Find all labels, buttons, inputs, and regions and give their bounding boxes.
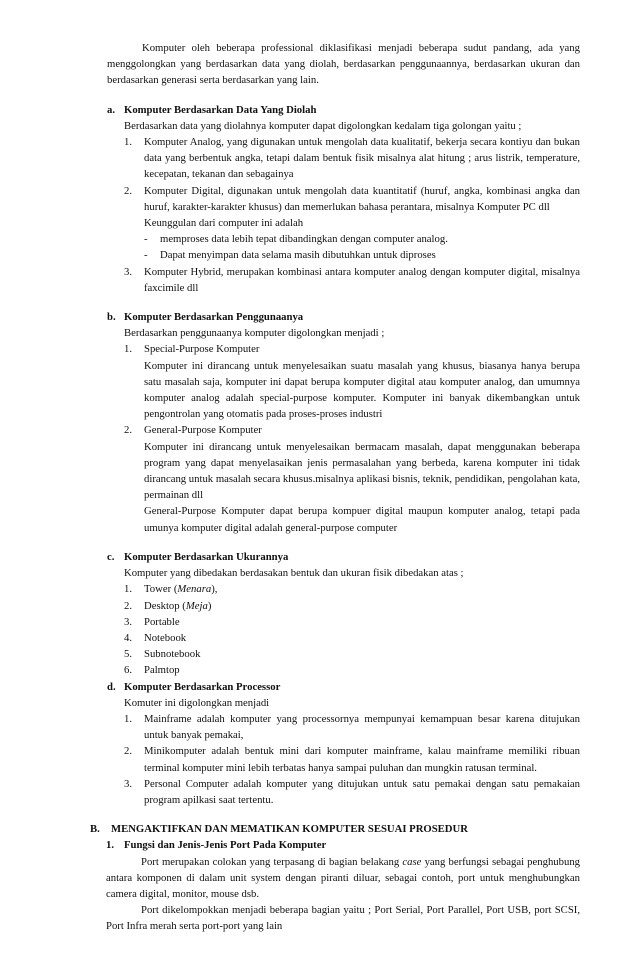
list-item: 3. Portable — [124, 615, 180, 628]
section-d — [107, 679, 580, 809]
port-paragraph-2: Port dikelompokkan menjadi beberapa bagian yaitu ; Port Serial, Port Parallel, Port USB, port SCSI, Port Infra merah serta port-port yang lain — [106, 904, 580, 933]
list-item-body: General-Purpose Komputer dapat berupa kompuer digital maupun komputer analog, tetapi pada umunya komputer digital adalah general-purpose computer — [144, 505, 580, 534]
section-a-heading — [107, 102, 580, 118]
part-b-heading — [90, 821, 580, 837]
section-b-title: Komputer Berdasarkan Penggunaanya — [124, 311, 304, 324]
list-item: 5. Subnotebook — [124, 648, 201, 661]
list-item-body: Komputer ini dirancang untuk menyelesaikan suatu masalah yang khusus, biasanya hanya berupa satu masalah saja, komputer ini dapat berupa komputer digital atau komputer analog, dan umumnya komputer analog adalah special-purpose komputer. Komputer ini banyak dikembangkan untuk pengontrolan yang otomatis pada proses-proses industri — [144, 359, 580, 421]
section-d-title: Komputer Berdasarkan Processor — [124, 680, 281, 693]
list-item: 2. Komputer Digital, digunakan untuk mengolah data kuantitatif (huruf, angka, kombinasi angka dan huruf, karakter-karakter khusus) dan memerlukan bahasa perantara, misalnya Komputer PC dll — [124, 184, 580, 213]
list-item: 3. Komputer Hybrid, merupakan kombinasi antara komputer analog dengan komputer digital, misalnya faxcimile dll — [124, 265, 580, 294]
section-d-marker: d. — [107, 680, 116, 693]
section-a-marker: a. — [107, 103, 116, 116]
part-b-title: MENGAKTIFKAN DAN MEMATIKAN KOMPUTER SESUAI PROSEDUR — [111, 823, 468, 836]
section-a-lead: Berdasarkan data yang diolahnya komputer dapat digolongkan kedalam tiga golongan yaitu ; — [124, 119, 522, 132]
port-paragraph-1: Port merupakan colokan yang terpasang di bagian belakang case yang berfungsi sebagai penghubung antara komponen di dalam unit system dengan piranti diluar, sebagai contoh, port untuk menghubungkan camera digital, monitor, mouse dsb. — [106, 855, 581, 900]
list-item: 1. Komputer Analog, yang digunakan untuk mengolah data kualitatif, bekerja secara kontiyu dan bukan data yang berbentuk angka, tetapi dalam bentuk fisik misalnya alat hitung ; arus listrik, temperature, kecepatan, tekanan dan sebagainya — [124, 136, 580, 181]
section-b-marker: b. — [107, 311, 116, 324]
section-c-heading — [107, 549, 580, 565]
part-b-marker: B. — [90, 823, 100, 836]
list-item: 2. Minikomputer adalah bentuk mini dari komputer mainframe, kalau mainframe memiliki ribuan terminal komputer mini lebih terbatas hanya sampai puluhan dan mungkin ratusan terminal. — [124, 745, 580, 774]
section-b-heading — [107, 309, 580, 325]
list-item: 4. Notebook — [124, 631, 187, 644]
list-item: 6. Palmtop — [124, 664, 180, 677]
section-c — [107, 549, 580, 679]
section-c-lead: Komputer yang dibedakan berdasakan bentuk dan ukuran fisik dibedakan atas ; — [124, 567, 464, 580]
subsection-heading: 1. Fungsi dan Jenis-Jenis Port Pada Komputer — [106, 839, 327, 852]
list-item-body: Komputer ini dirancang untuk menyelesaikan bermacam masalah, dapat menggunakan beberapa program yang dapat menyelasaikan jenis permasalahan yang berbeda, karena komputer ini tidak dirancang untuk masalah secara khusus.misalnya aplikasi bisnis, teknik, pendidikan, pengolahan kata, permainan dll — [144, 440, 580, 502]
dash-item: - Dapat menyimpan data selama masih dibutuhkan untuk diproses — [144, 249, 436, 262]
advantage-label: Keunggulan dari computer ini adalah — [144, 217, 304, 230]
section-b-lead: Berdasarkan penggunaanya komputer digolongkan menjadi ; — [124, 327, 385, 340]
section-d-heading — [107, 679, 580, 695]
list-item: 1. Special-Purpose Komputer — [124, 343, 260, 356]
section-c-marker: c. — [107, 550, 115, 563]
part-b — [90, 821, 580, 934]
list-item: 2. General-Purpose Komputer — [124, 424, 262, 437]
list-item: 2. Desktop (Meja) — [124, 599, 212, 612]
dash-item: - memproses data lebih tepat dibandingkan dengan computer analog. — [144, 233, 448, 246]
intro-paragraph: Komputer oleh beberapa professional diklasifikasi menjadi beberapa sudut pandang, ada yang menggolongkan yang berdasarkan data yang diolah, berdasarkan penggunaannya, berdasarkan ukuran dan berdasarkan generasi serta berdasarkan yang lain. — [107, 42, 580, 87]
section-a-title: Komputer Berdasarkan Data Yang Diolah — [124, 103, 317, 116]
list-item: 1. Tower (Menara), — [124, 583, 218, 596]
list-item: 1. Mainframe adalah komputer yang processornya mempunyai kemampuan besar karena ditujukan untuk banyak pemakai, — [124, 712, 580, 742]
section-b — [107, 309, 580, 536]
section-d-lead: Komuter ini digolongkan menjadi — [124, 696, 270, 709]
section-a — [107, 102, 580, 296]
section-c-title: Komputer Berdasarkan Ukurannya — [124, 550, 289, 563]
list-item: 3. Personal Computer adalah komputer yang ditujukan untuk satu pemakai dengan satu pemakaian program apilkasi saat tertentu. — [124, 777, 580, 806]
